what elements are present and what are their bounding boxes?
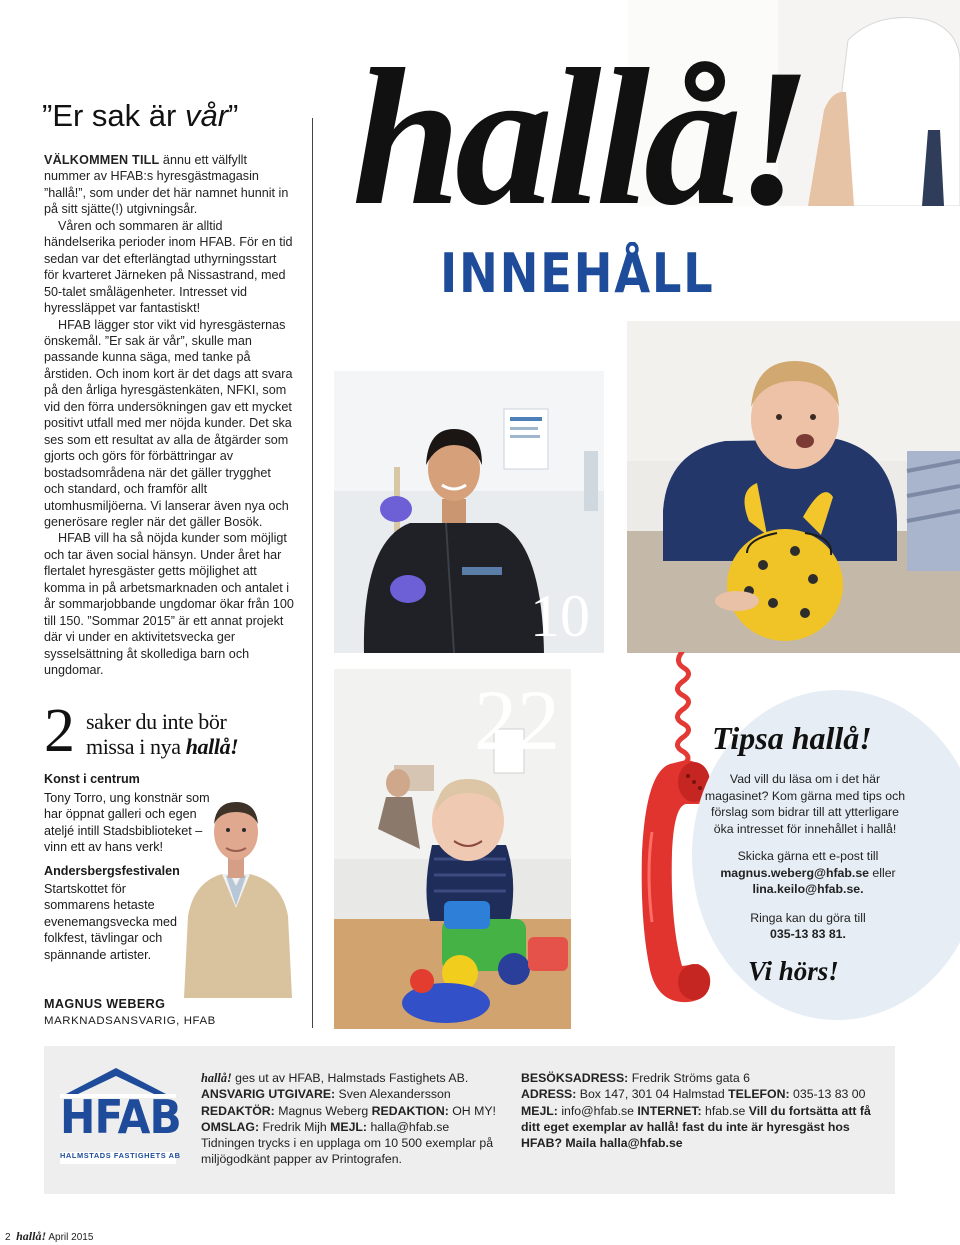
- signature-role: MARKNADSANSVARIG, HFAB: [44, 1015, 216, 1027]
- tips-email-2[interactable]: lina.keilo@hfab.se.: [752, 882, 864, 896]
- logo-subtitle: HALMSTADS FASTIGHETS AB: [60, 1151, 181, 1160]
- page-number-10: 10: [530, 583, 590, 649]
- tips-phone[interactable]: 035-13 83 81.: [770, 927, 846, 941]
- tips-email-text: Skicka gärna ett e-post till magnus.weberg@hfab.se eller lina.keilo@hfab.se.: [720, 849, 896, 896]
- page-number-22: 22: [474, 672, 560, 768]
- item1-body: Tony Torro, ung konstnär som har öppnat galleri och egen ateljé intill Stadsbiblioteket – vinn ett av hans verk!: [44, 791, 210, 855]
- two-things-number: 2: [44, 697, 75, 765]
- footer-website-link[interactable]: hfab.se: [701, 1103, 749, 1118]
- footer-publisher-info: hallå! ges ut av HFAB, Halmstads Fastighets AB. ANSVARIG UTGIVARE: Sven Alexandersson REDAKTÖR: Magnus Weberg REDAKTION: OH MY! OMSLAG: Fredrik Mijh MEJL: halla@hfab.se Tidningen trycks i en upplaga om 10 500 exemplar på miljögodkänt papper av Printografen.: [201, 1071, 496, 1167]
- tips-text: Vad vill du läsa om i det här magasinet? Kom gärna med tips och förslag som bidrar till att ytterligare öka intresset för innehållet i hallå!: [704, 772, 906, 836]
- section-title: INNEHÅLL: [440, 242, 715, 305]
- footer-email-link[interactable]: halla@hfab.se: [367, 1119, 450, 1134]
- portrait-photo: [178, 790, 294, 998]
- footer-contact-info: BESÖKSADRESS: Fredrik Ströms gata 6 ADRESS: Box 147, 301 04 Halmstad TELEFON: 035-13 83 00 MEJL: info@hfab.se INTERNET: hfab.se Vill du fortsätta att få ditt eget exemplar av hallå! fast du inte är hyresgäst hos HFAB? Maila halla@hfab.se: [521, 1071, 871, 1151]
- two-things-heading: saker du inte bör missa i nya hallå!: [86, 709, 239, 759]
- logo-wordmark: HFAB: [60, 1090, 181, 1144]
- footer-brand: hallå!: [16, 1229, 47, 1243]
- boy-craft-photo: [627, 321, 960, 653]
- item1-title: Konst i centrum: [44, 772, 140, 786]
- page-footer: [5, 1229, 93, 1244]
- editorial-lead: VÄLKOMMEN TILL ännu ett välfyllt nummer av HFAB:s hyresgästmagasin ”hallå!”, som under det här namnet hunnit in på sitt sjätte(!) utgivningsår.: [44, 153, 289, 217]
- tips-phone-text: Ringa kan du göra till: [750, 911, 866, 925]
- footer-info-email[interactable]: info@hfab.se: [557, 1103, 638, 1118]
- editorial-paragraph: Våren och sommaren är alltid händelserika perioder inom HFAB. För en tid sedan var det efterlängtad uthyrningsstart för kvarteret Järneken på Nissastrand, med 50-talet smålägenheter. Intresset vid hyressläppet var fantastiskt!: [44, 218, 293, 316]
- page-number: 2: [5, 1232, 11, 1243]
- signature-name: MAGNUS WEBERG: [44, 997, 166, 1011]
- tips-closing: Vi hörs!: [748, 956, 839, 986]
- item2-body: Startskottet för sommarens hetaste evenemangsvecka med folkfest, tävlingar och spännande artister.: [44, 882, 178, 962]
- issue-date: April 2015: [48, 1232, 94, 1243]
- footer-subscribe-cta: Vill du fortsätta att få ditt eget exemplar av hallå! fast du inte är hyresgäst hos HFAB? Maila halla@hfab.se: [521, 1103, 871, 1151]
- tips-phone-line: [708, 926, 908, 943]
- item2-title: Andersbergsfestivalen: [44, 864, 180, 878]
- masthead-logo: hallå!: [352, 29, 807, 246]
- tips-email-1[interactable]: magnus.weberg@hfab.se: [720, 865, 869, 880]
- editorial-text: [44, 152, 294, 679]
- column-divider: [312, 118, 313, 1028]
- tips-title: Tipsa hallå!: [712, 720, 872, 756]
- editorial-title: ”Er sak är vår”: [42, 98, 239, 133]
- editorial-paragraph: HFAB vill ha så nöjda kunder som möjligt och tar även social hänsyn. Under året har flertalet hyresgäster getts möjlighet att komma in på arbetsmarknaden och antalet i år sommarjobbande ungdomar ökar från 100 till 150. ”Sommar 2015” är ett annat projekt där vi under en aktivitetsvecka ger sysselsättning åt skollediga barn och ungdomar.: [44, 531, 294, 678]
- editorial-paragraph: HFAB lägger stor vikt vid hyresgästernas önskemål. ”Er sak är vår”, skulle man passande kunna säga, med tanke på årstiden. Och inom kort är det dags att svara på den årliga hyresgästenkäten, NFKI, som vid den förra undersökningen gav ett mycket positivt utfall med mer nöjda kunder. Det ska ses som ett resultat av alla de åtgärder som gjorts och görs för förbättringar av bostadsområdena när det gäller trygghet och standard, och framför allt utomhusmiljöerna. Vi lanserar även nya och generösare regler när det gäller Bosök.: [44, 317, 293, 529]
